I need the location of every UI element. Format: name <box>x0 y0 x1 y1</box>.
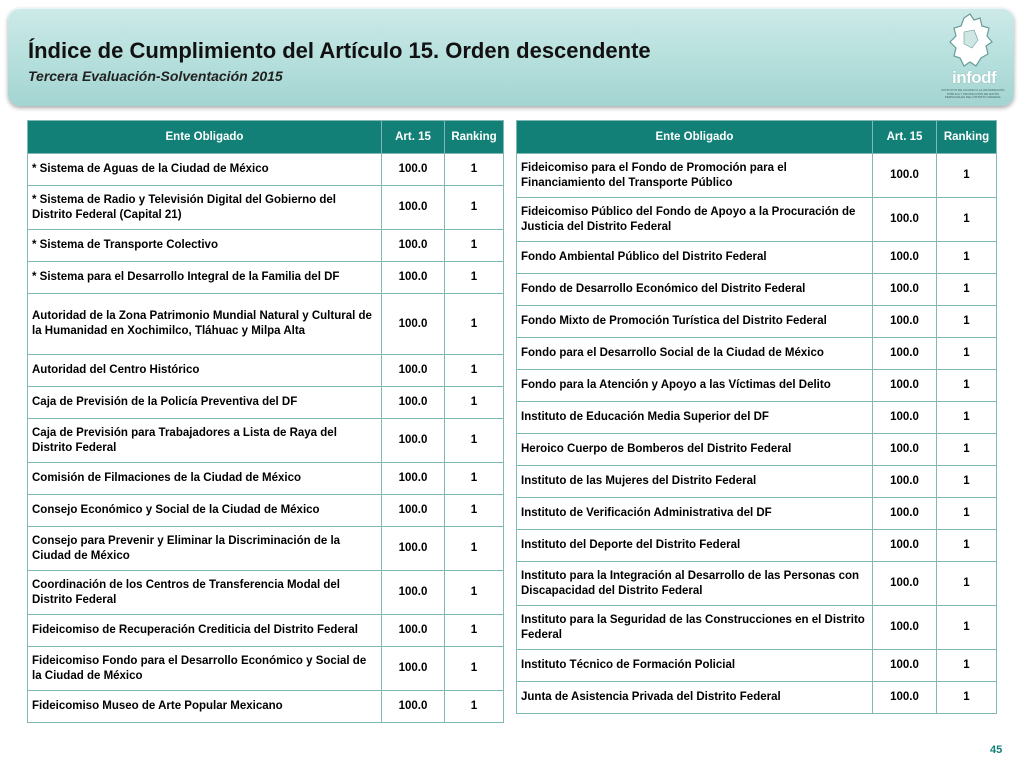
art15-value-cell: 100.0 <box>382 647 445 691</box>
art15-value-cell: 100.0 <box>873 682 937 714</box>
compliance-table-left <box>27 120 504 723</box>
ente-obligado-cell: Fondo Mixto de Promoción Turística del Distrito Federal <box>517 306 873 338</box>
table-row <box>517 466 997 498</box>
table-row <box>517 306 997 338</box>
ente-obligado-cell: Fideicomiso de Recuperación Crediticia del Distrito Federal <box>28 615 382 647</box>
ente-obligado-cell: Instituto de Verificación Administrativa del DF <box>517 498 873 530</box>
art15-value-cell: 100.0 <box>873 370 937 402</box>
ranking-cell: 1 <box>937 434 997 466</box>
art15-value-cell: 100.0 <box>382 186 445 230</box>
art15-value-cell: 100.0 <box>382 571 445 615</box>
ente-obligado-cell: * Sistema de Radio y Televisión Digital del Gobierno del Distrito Federal (Capital 21) <box>28 186 382 230</box>
art15-value-cell: 100.0 <box>873 338 937 370</box>
table-row <box>517 338 997 370</box>
art15-value-cell: 100.0 <box>873 434 937 466</box>
art15-value-cell: 100.0 <box>382 387 445 419</box>
art15-value-cell: 100.0 <box>382 419 445 463</box>
column-header-ente: Ente Obligado <box>517 121 873 154</box>
table-row <box>28 691 504 723</box>
ranking-cell: 1 <box>937 650 997 682</box>
table-row <box>28 463 504 495</box>
art15-value-cell: 100.0 <box>873 530 937 562</box>
ente-obligado-cell: Fideicomiso Fondo para el Desarrollo Económico y Social de la Ciudad de México <box>28 647 382 691</box>
ranking-cell: 1 <box>445 387 504 419</box>
ente-obligado-cell: Instituto de las Mujeres del Distrito Federal <box>517 466 873 498</box>
ranking-cell: 1 <box>937 338 997 370</box>
ranking-cell: 1 <box>937 606 997 650</box>
ranking-cell: 1 <box>445 355 504 387</box>
ranking-cell: 1 <box>937 274 997 306</box>
table-row <box>517 682 997 714</box>
page-title: Índice de Cumplimiento del Artículo 15. Orden descendente <box>28 38 651 63</box>
ente-obligado-cell: Fondo para la Atención y Apoyo a las Víctimas del Delito <box>517 370 873 402</box>
ranking-cell: 1 <box>445 647 504 691</box>
table-row <box>28 294 504 355</box>
table-row <box>517 562 997 606</box>
table-row <box>28 615 504 647</box>
art15-value-cell: 100.0 <box>873 242 937 274</box>
ranking-cell: 1 <box>445 495 504 527</box>
table-row <box>28 230 504 262</box>
ente-obligado-cell: Caja de Previsión para Trabajadores a Lista de Raya del Distrito Federal <box>28 419 382 463</box>
ente-obligado-cell: Caja de Previsión de la Policía Preventiva del DF <box>28 387 382 419</box>
table-row <box>28 527 504 571</box>
table-row <box>517 370 997 402</box>
table-row <box>517 242 997 274</box>
ente-obligado-cell: * Sistema para el Desarrollo Integral de la Familia del DF <box>28 262 382 294</box>
ente-obligado-cell: Instituto Técnico de Formación Policial <box>517 650 873 682</box>
ranking-cell: 1 <box>445 154 504 186</box>
ranking-cell: 1 <box>937 370 997 402</box>
ente-obligado-cell: Fideicomiso Público del Fondo de Apoyo a la Procuración de Justicia del Distrito Federal <box>517 198 873 242</box>
ente-obligado-cell: Instituto para la Integración al Desarrollo de las Personas con Discapacidad del Distrito Federal <box>517 562 873 606</box>
ente-obligado-cell: Autoridad del Centro Histórico <box>28 355 382 387</box>
ranking-cell: 1 <box>937 242 997 274</box>
ente-obligado-cell: Instituto de Educación Media Superior del DF <box>517 402 873 434</box>
art15-value-cell: 100.0 <box>382 294 445 355</box>
art15-value-cell: 100.0 <box>382 355 445 387</box>
art15-value-cell: 100.0 <box>382 615 445 647</box>
ente-obligado-cell: Instituto para la Seguridad de las Construcciones en el Distrito Federal <box>517 606 873 650</box>
column-header-ranking: Ranking <box>937 121 997 154</box>
ente-obligado-cell: Fondo para el Desarrollo Social de la Ciudad de México <box>517 338 873 370</box>
table-row <box>28 262 504 294</box>
logo-name: infodf <box>952 68 997 87</box>
table-row <box>517 274 997 306</box>
table-row <box>517 606 997 650</box>
page-subtitle: Tercera Evaluación-Solventación 2015 <box>28 68 283 84</box>
ente-obligado-cell: Comisión de Filmaciones de la Ciudad de México <box>28 463 382 495</box>
title-banner <box>8 8 1014 106</box>
ranking-cell: 1 <box>937 154 997 198</box>
art15-value-cell: 100.0 <box>873 306 937 338</box>
table-row <box>517 434 997 466</box>
table-row <box>517 530 997 562</box>
art15-value-cell: 100.0 <box>873 198 937 242</box>
ente-obligado-cell: Junta de Asistencia Privada del Distrito Federal <box>517 682 873 714</box>
art15-value-cell: 100.0 <box>873 274 937 306</box>
table-row <box>28 419 504 463</box>
art15-value-cell: 100.0 <box>873 466 937 498</box>
art15-value-cell: 100.0 <box>382 495 445 527</box>
table-row <box>517 198 997 242</box>
ranking-cell: 1 <box>445 527 504 571</box>
ranking-cell: 1 <box>937 682 997 714</box>
art15-value-cell: 100.0 <box>873 402 937 434</box>
compliance-table-right <box>516 120 997 714</box>
table-row <box>517 650 997 682</box>
ente-obligado-cell: Fideicomiso Museo de Arte Popular Mexicano <box>28 691 382 723</box>
art15-value-cell: 100.0 <box>382 691 445 723</box>
art15-value-cell: 100.0 <box>873 606 937 650</box>
art15-value-cell: 100.0 <box>382 463 445 495</box>
table-header-row <box>517 121 997 154</box>
logo-fine-print: INSTITUTO DE ACCESO A LA INFORMACIÓN PÚBLICA Y PROTECCIÓN DE DATOS PERSONALES DEL DISTRITO FEDERAL <box>941 88 1005 100</box>
table-row <box>28 647 504 691</box>
ente-obligado-cell: Fondo de Desarrollo Económico del Distrito Federal <box>517 274 873 306</box>
ente-obligado-cell: Fondo Ambiental Público del Distrito Federal <box>517 242 873 274</box>
table-row <box>517 402 997 434</box>
ranking-cell: 1 <box>937 562 997 606</box>
page-number: 45 <box>990 744 1003 756</box>
art15-value-cell: 100.0 <box>382 262 445 294</box>
table-row <box>28 387 504 419</box>
ente-obligado-cell: Instituto del Deporte del Distrito Federal <box>517 530 873 562</box>
table-row <box>28 186 504 230</box>
column-header-art15: Art. 15 <box>382 121 445 154</box>
ranking-cell: 1 <box>937 530 997 562</box>
table-row <box>517 154 997 198</box>
ranking-cell: 1 <box>445 419 504 463</box>
ente-obligado-cell: Consejo Económico y Social de la Ciudad de México <box>28 495 382 527</box>
ente-obligado-cell: Autoridad de la Zona Patrimonio Mundial Natural y Cultural de la Humanidad en Xochimilco, Tláhuac y Milpa Alta <box>28 294 382 355</box>
table-row <box>28 571 504 615</box>
ranking-cell: 1 <box>445 186 504 230</box>
art15-value-cell: 100.0 <box>873 650 937 682</box>
ranking-cell: 1 <box>445 230 504 262</box>
art15-value-cell: 100.0 <box>873 154 937 198</box>
art15-value-cell: 100.0 <box>873 498 937 530</box>
column-header-ente: Ente Obligado <box>28 121 382 154</box>
ranking-cell: 1 <box>937 306 997 338</box>
table-row <box>28 154 504 186</box>
ranking-cell: 1 <box>937 198 997 242</box>
ranking-cell: 1 <box>445 691 504 723</box>
ranking-cell: 1 <box>445 615 504 647</box>
table-row <box>28 355 504 387</box>
column-header-ranking: Ranking <box>445 121 504 154</box>
ente-obligado-cell: Consejo para Prevenir y Eliminar la Discriminación de la Ciudad de México <box>28 527 382 571</box>
table-header-row <box>28 121 504 154</box>
ranking-cell: 1 <box>937 498 997 530</box>
art15-value-cell: 100.0 <box>873 562 937 606</box>
ranking-cell: 1 <box>445 294 504 355</box>
table-row <box>28 495 504 527</box>
city-map-icon <box>934 12 1012 72</box>
ente-obligado-cell: Fideicomiso para el Fondo de Promoción para el Financiamiento del Transporte Público <box>517 154 873 198</box>
ranking-cell: 1 <box>937 402 997 434</box>
ente-obligado-cell: Coordinación de los Centros de Transferencia Modal del Distrito Federal <box>28 571 382 615</box>
ranking-cell: 1 <box>937 466 997 498</box>
ente-obligado-cell: * Sistema de Aguas de la Ciudad de México <box>28 154 382 186</box>
table-row <box>517 498 997 530</box>
art15-value-cell: 100.0 <box>382 230 445 262</box>
infodf-logo <box>934 12 1012 102</box>
ente-obligado-cell: * Sistema de Transporte Colectivo <box>28 230 382 262</box>
ranking-cell: 1 <box>445 463 504 495</box>
ente-obligado-cell: Heroico Cuerpo de Bomberos del Distrito Federal <box>517 434 873 466</box>
ranking-cell: 1 <box>445 571 504 615</box>
art15-value-cell: 100.0 <box>382 154 445 186</box>
ranking-cell: 1 <box>445 262 504 294</box>
column-header-art15: Art. 15 <box>873 121 937 154</box>
art15-value-cell: 100.0 <box>382 527 445 571</box>
